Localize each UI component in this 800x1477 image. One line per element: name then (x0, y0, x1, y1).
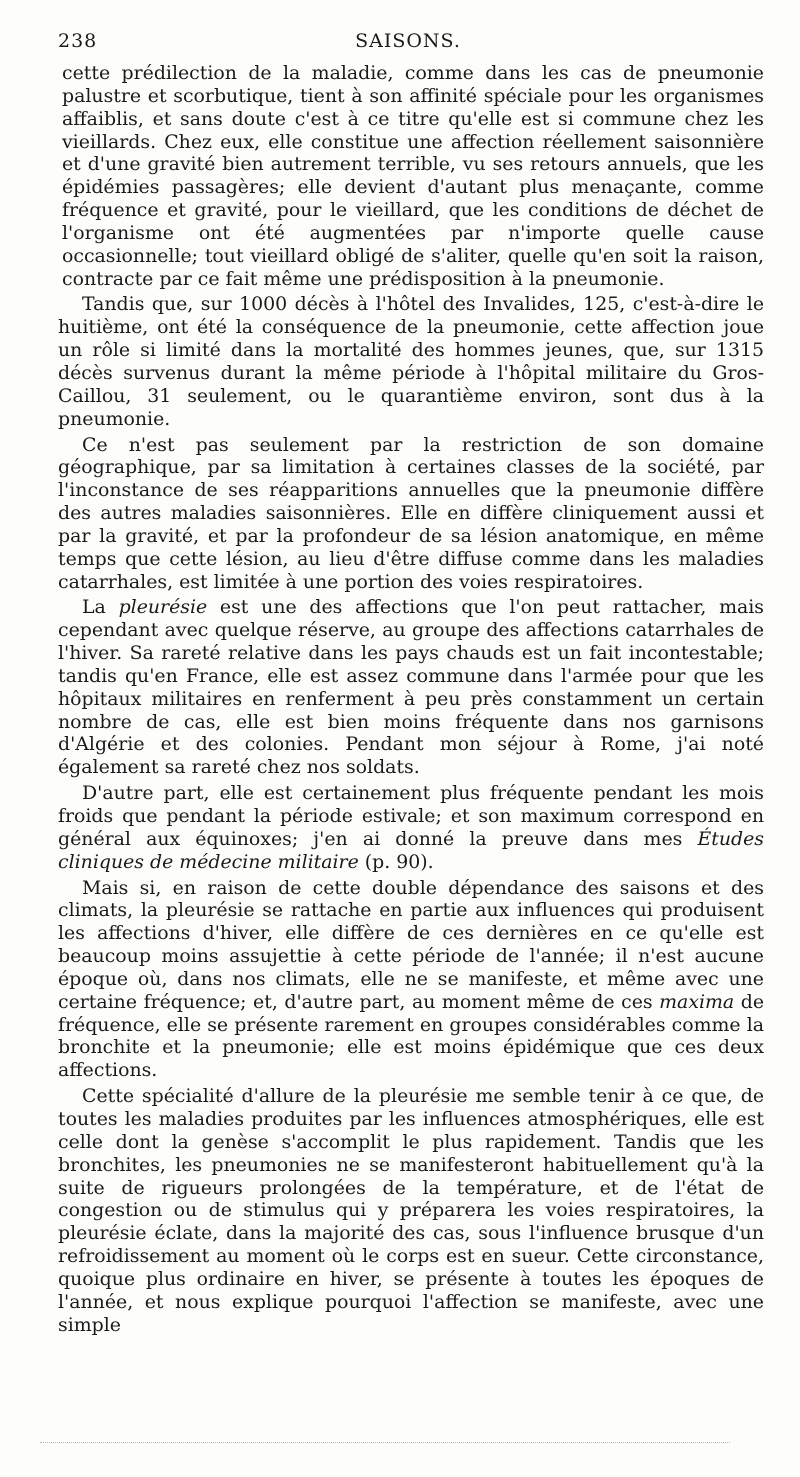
paragraph-text: est une des affections que l'on peut rattacher, mais cependant avec quelque réserve, au groupe des affections catarrhales de l'hiver. Sa rareté relative dans les pays chauds est un fait incontestable; tandis qu'en France, elle est assez commune dans l'armée pour que les hôpitaux militaires en renferment à peu près constamment un certain nombre de cas, elle est bien moins fréquente dans nos garnisons d'Algérie et des colonies. Pendant mon séjour à Rome, j'ai noté également sa rareté chez nos soldats. (58, 596, 764, 779)
paragraph-text: (p. 90). (358, 850, 434, 873)
paragraph (58, 1085, 764, 1336)
paragraph (58, 434, 764, 594)
paragraph (58, 62, 764, 290)
paragraph-text: D'autre part, elle est certainement plus fréquente pendant les mois froids que pendant la période estivale; et son maximum correspond en général aux équinoxes; j'en ai donné la preuve dans mes (58, 782, 764, 850)
paragraph-text: Tandis que, sur 1000 décès à l'hôtel des Invalides, 125, c'est-à-dire le huitième, ont été la conséquence de la pneumonie, cette affection joue un rôle si limité dans la mortalité des hommes jeunes, que, sur 1315 décès survenus durant la même période à l'hôpital militaire du Gros-Caillou, 31 seulement, ou le quarantième environ, sont dus à la pneumonie. (58, 293, 764, 430)
italic-term: Études cliniques de médecine militaire (58, 827, 764, 873)
italic-term: pleurésie (118, 596, 208, 619)
page-header (58, 30, 758, 58)
paragraph (58, 293, 764, 430)
body-text (58, 62, 764, 1339)
paragraph (58, 596, 764, 779)
paragraph (58, 782, 764, 873)
paragraph-text: cette prédilection de la maladie, comme dans les cas de pneumonie palustre et scorbutique, tient à son affinité spéciale pour les organismes affaiblis, et sans doute c'est à ce titre qu'elle est si commune chez les vieillards. Chez eux, elle constitue une affection réellement saisonnière et d'une gravité bien autrement terrible, vu ses retours annuels, que les épidémies passagères; elle devient d'autant plus menaçante, comme fréquence et gravité, pour le vieillard, que les conditions de déchet de l'organisme ont été augmentées par n'importe quelle cause occasionnelle; tout vieillard obligé de s'aliter, quelle qu'en soit la raison, contracte par ce fait même une prédisposition à la pneumonie. (62, 62, 764, 290)
running-title: SAISONS. (355, 30, 461, 52)
paragraph-text: La (82, 596, 119, 619)
paragraph-text: Cette spécialité d'allure de la pleurésie me semble tenir à ce que, de toutes les maladies produites par les influences atmosphériques, elle est celle dont la genèse s'accomplit le plus rapidement. Tandis que les bronchites, les pneumonies ne se manifesteront habituellement qu'à la suite de rigueurs prolongées de la température, et de l'état de congestion ou de stimulus qui y préparera les voies respiratoires, la pleurésie éclate, dans la majorité des cas, sous l'influence brusque d'un refroidissement au moment où le corps est en sueur. Cette circonstance, quoique plus ordinaire en hiver, se présente à toutes les époques de l'année, et nous explique pourquoi l'affection se manifeste, avec une simple (58, 1085, 764, 1336)
page-number: 238 (58, 30, 98, 52)
paragraph-text: Ce n'est pas seulement par la restriction de son domaine géographique, par sa limitation à certaines classes de la société, par l'inconstance de ses réapparitions annuelles que la pneumonie diffère des autres maladies saisonnières. Elle en diffère cliniquement aussi et par la gravité, et par la profondeur de sa lésion anatomique, en même temps que cette lésion, au lieu d'être diffuse comme dans les maladies catarrhales, est limitée à une portion des voies respiratoires. (58, 433, 764, 593)
paragraph-text: Mais si, en raison de cette double dépendance des saisons et des climats, la pleurésie se rattache en partie aux influences qui produisent les affections d'hiver, elle diffère de ces dernières en ce qu'elle est beaucoup moins assujettie à cette période de l'année; il n'est aucune époque où, dans nos climats, elle ne se manifeste, et même avec une certaine fréquence; et, d'autre part, au moment même de ces (58, 876, 764, 1013)
footer-rule (40, 1442, 730, 1443)
italic-term: maxima (659, 990, 735, 1013)
paragraph (58, 877, 764, 1083)
paragraph-text: de fréquence, elle se présente rarement en groupes considérables comme la bronchite et la pneumonie; elle est moins épidémique que ces deux affections. (58, 990, 765, 1082)
